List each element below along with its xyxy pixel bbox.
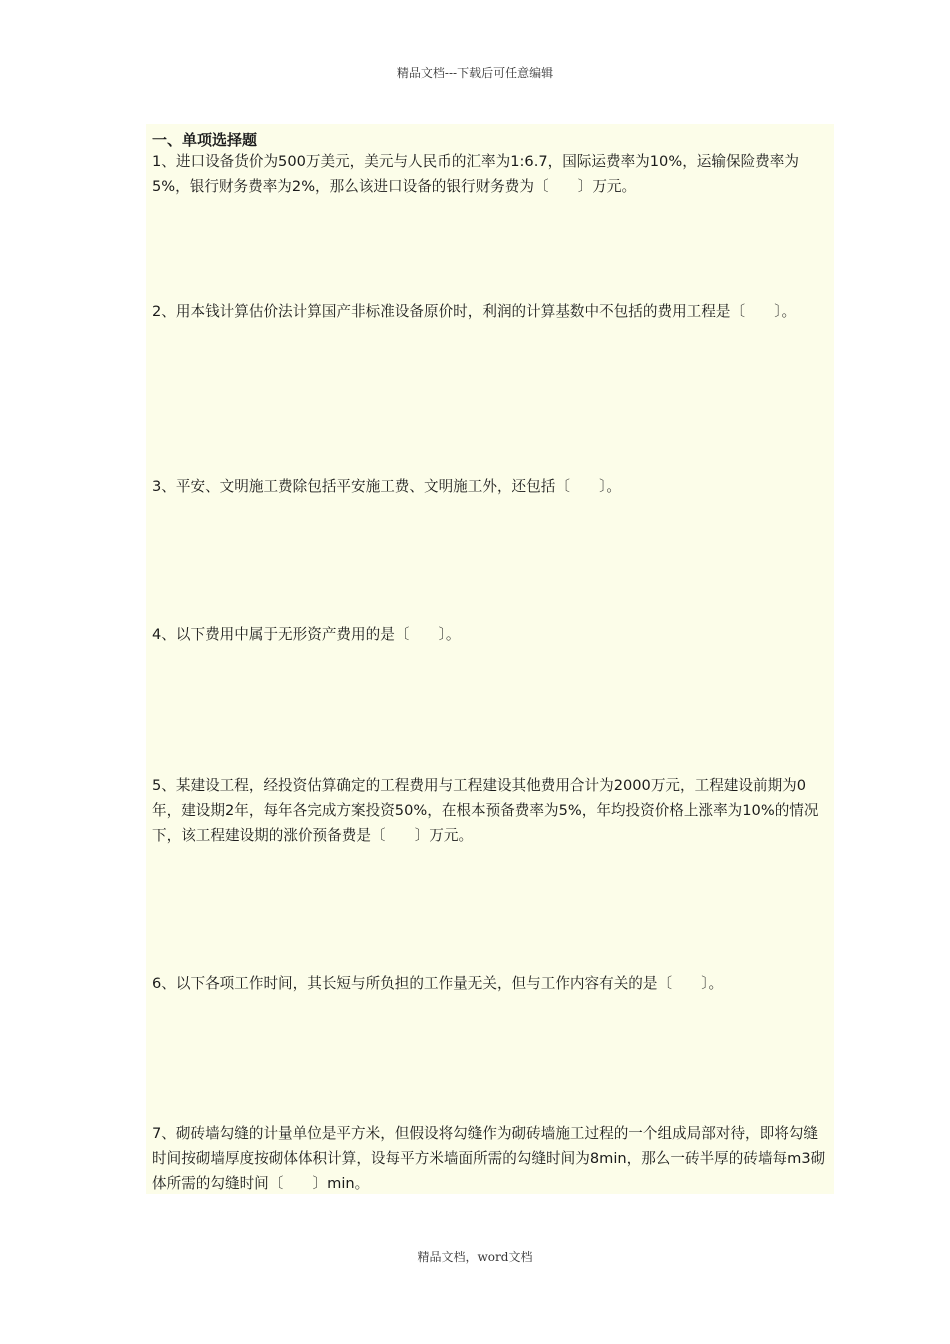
document-body: [146, 124, 834, 1194]
question-7: 7、砌砖墙勾缝的计量单位是平方米，但假设将勾缝作为砌砖墙施工过程的一个组成局部对待，即将勾缝时间按砌墙厚度按砌体体积计算，设每平方米墙面所需的勾缝时间为8min，那么一砖半厚的砖墙每m3砌体所需的勾缝时间〔 〕min。: [152, 1125, 826, 1192]
question-3: 3、平安、文明施工费除包括平安施工费、文明施工外，还包括〔 〕。: [152, 478, 621, 495]
question-1: 1、进口设备货价为500万美元，美元与人民币的汇率为1:6.7，国际运费率为10%，运输保险费率为5%，银行财务费率为2%，那么该进口设备的银行财务费为〔 〕万元。: [152, 153, 799, 195]
question-6: 6、以下各项工作时间，其长短与所负担的工作量无关，但与工作内容有关的是〔 〕。: [152, 975, 724, 992]
question-2: 2、用本钱计算估价法计算国产非标准设备原价时，利润的计算基数中不包括的费用工程是〔 〕。: [152, 303, 797, 320]
question-5: 5、某建设工程，经投资估算确定的工程费用与工程建设其他费用合计为2000万元，工程建设前期为0年，建设期2年，每年各完成方案投资50%，在根本预备费率为5%，年均投资价格上涨率为10%的情况下，该工程建设期的涨价预备费是〔 〕万元。: [152, 777, 819, 844]
page-footer: 精品文档，word文档: [417, 1250, 533, 1264]
question-4: 4、以下费用中属于无形资产费用的是〔 〕。: [152, 626, 461, 643]
page-header: 精品文档---下载后可任意编辑: [396, 66, 554, 80]
section-title: 一、单项选择题: [152, 131, 258, 149]
